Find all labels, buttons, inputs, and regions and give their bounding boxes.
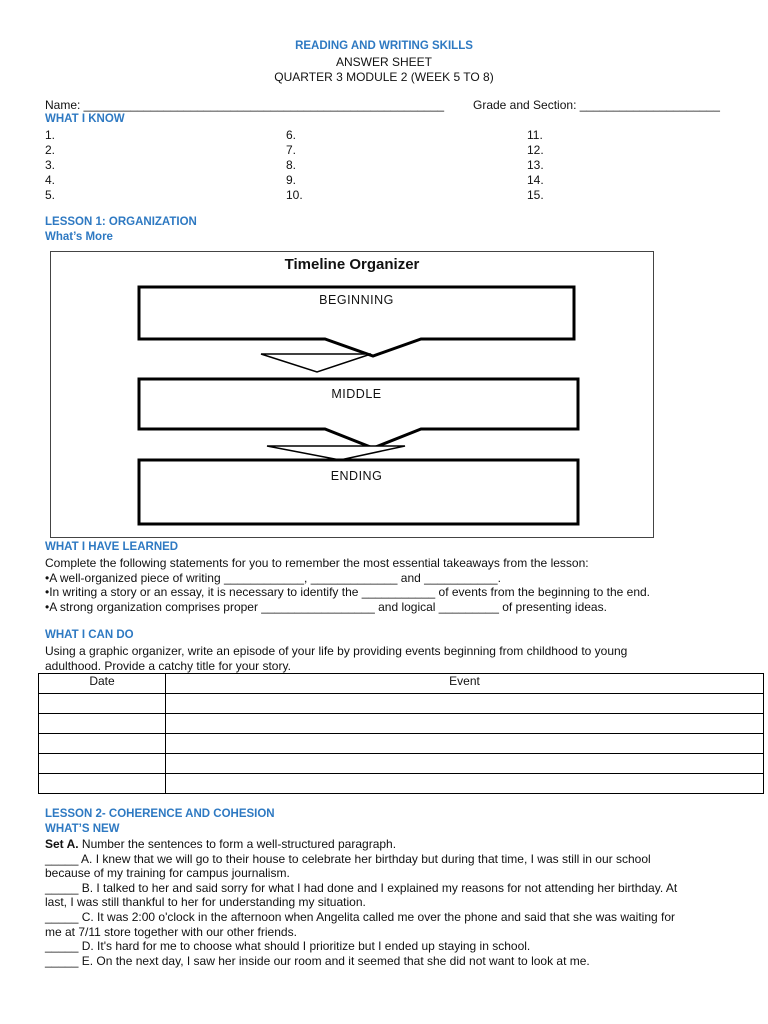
grade-section-field[interactable]: Grade and Section: _____________________ [473, 98, 720, 112]
answer-item[interactable]: 1. [45, 128, 56, 142]
sentence-line: _____ B. I talked to her and said sorry for what I had done and I explained my reasons for not attending her birthday. At [45, 880, 678, 895]
answer-item[interactable]: 15. [527, 188, 544, 202]
timeline-organizer [50, 251, 654, 538]
lesson-2-heading: LESSON 2- COHERENCE AND COHESION [45, 808, 275, 820]
sentence-line: _____ D. It's hard for me to choose what should I prioritize but I ended up staying in school. [45, 939, 531, 954]
set-a-label: Set A. [45, 837, 79, 851]
sentence-line: _____ A. I knew that we will go to their house to celebrate her birthday but during that time, I was still in our school [45, 851, 651, 866]
organizer-title: Timeline Organizer [284, 256, 420, 273]
answers-col-3 [527, 128, 544, 203]
sentence-line: because of my training for campus journalism. [45, 866, 290, 881]
set-a-section [45, 837, 725, 968]
learned-item: •A well-organized piece of writing ____________, _____________ and ___________. [45, 570, 501, 585]
date-cell[interactable] [39, 774, 166, 794]
answer-item[interactable]: 7. [286, 143, 297, 157]
answer-item[interactable]: 5. [45, 188, 56, 202]
what-i-can-do-heading: WHAT I CAN DO [45, 629, 134, 641]
event-table [38, 673, 764, 794]
sentence-line: me at 7/11 store together with our other friends. [45, 924, 297, 939]
answer-item[interactable]: 4. [45, 173, 56, 187]
document-title: READING AND WRITING SKILLS [295, 40, 473, 52]
answer-item[interactable]: 3. [45, 158, 56, 172]
sentence-line: _____ C. It was 2:00 o'clock in the afternoon when Angelita called me over the phone and said that she was waiting for [45, 909, 676, 924]
whats-more-heading: What’s More [45, 231, 113, 243]
event-cell[interactable] [166, 694, 764, 714]
table-row [39, 754, 764, 774]
date-column-header: Date [39, 674, 166, 694]
learned-item: •A strong organization comprises proper _________________ and logical _________ of presenting ideas. [45, 599, 607, 614]
can-do-line: adulthood. Provide a catchy title for your story. [45, 658, 291, 673]
event-cell[interactable] [166, 774, 764, 794]
table-header-row [39, 674, 764, 694]
ending-label: ENDING [330, 469, 383, 483]
event-column-header: Event [166, 674, 764, 694]
table-row [39, 714, 764, 734]
date-cell[interactable] [39, 754, 166, 774]
name-field[interactable]: Name: ______________________________________________________ [45, 98, 445, 112]
sentence-line: _____ E. On the next day, I saw her inside our room and it seemed that she did not want to look at me. [45, 953, 590, 968]
middle-label: MIDDLE [331, 387, 382, 401]
table-row [39, 734, 764, 754]
arrow-down-icon [261, 354, 371, 372]
table-row [39, 774, 764, 794]
answer-item[interactable]: 8. [286, 158, 297, 172]
table-row [39, 694, 764, 714]
learned-section [45, 556, 725, 614]
date-cell[interactable] [39, 734, 166, 754]
answers-col-2 [286, 128, 303, 203]
answer-item[interactable]: 6. [286, 128, 297, 142]
learned-intro: Complete the following statements for you to remember the most essential takeaways from the lesson: [45, 556, 589, 570]
what-i-have-learned-heading: WHAT I HAVE LEARNED [45, 541, 179, 553]
what-i-know-heading: WHAT I KNOW [45, 113, 125, 125]
answer-item[interactable]: 10. [286, 188, 303, 202]
learned-item: •In writing a story or an essay, it is necessary to identify the ___________ of events from the beginning to the end. [45, 585, 651, 600]
set-a-instruction [45, 837, 725, 852]
can-do-line: Using a graphic organizer, write an episode of your life by providing events beginning from childhood to young [45, 644, 628, 658]
event-cell[interactable] [166, 734, 764, 754]
answers-col-1 [45, 128, 55, 203]
set-a-text: Number the sentences to form a well-structured paragraph. [78, 837, 397, 851]
can-do-instructions [45, 644, 725, 673]
sentence-line: last, I was still thankful to her for understanding my situation. [45, 895, 366, 910]
lesson-1-heading: LESSON 1: ORGANIZATION [45, 216, 197, 228]
answer-item[interactable]: 11. [527, 128, 543, 142]
arrow-down-icon [267, 446, 405, 460]
answer-item[interactable]: 14. [527, 173, 544, 187]
date-cell[interactable] [39, 694, 166, 714]
answer-item[interactable]: 13. [527, 158, 544, 172]
document-subtitle: ANSWER SHEET [335, 55, 432, 69]
event-cell[interactable] [166, 714, 764, 734]
date-cell[interactable] [39, 714, 166, 734]
answer-item[interactable]: 2. [45, 143, 56, 157]
answer-item[interactable]: 9. [286, 173, 297, 187]
beginning-label: BEGINNING [319, 293, 394, 307]
answer-item[interactable]: 12. [527, 143, 544, 157]
whats-new-heading: WHAT’S NEW [45, 823, 120, 835]
event-cell[interactable] [166, 754, 764, 774]
quarter-label: QUARTER 3 MODULE 2 (WEEK 5 TO 8) [274, 70, 494, 84]
